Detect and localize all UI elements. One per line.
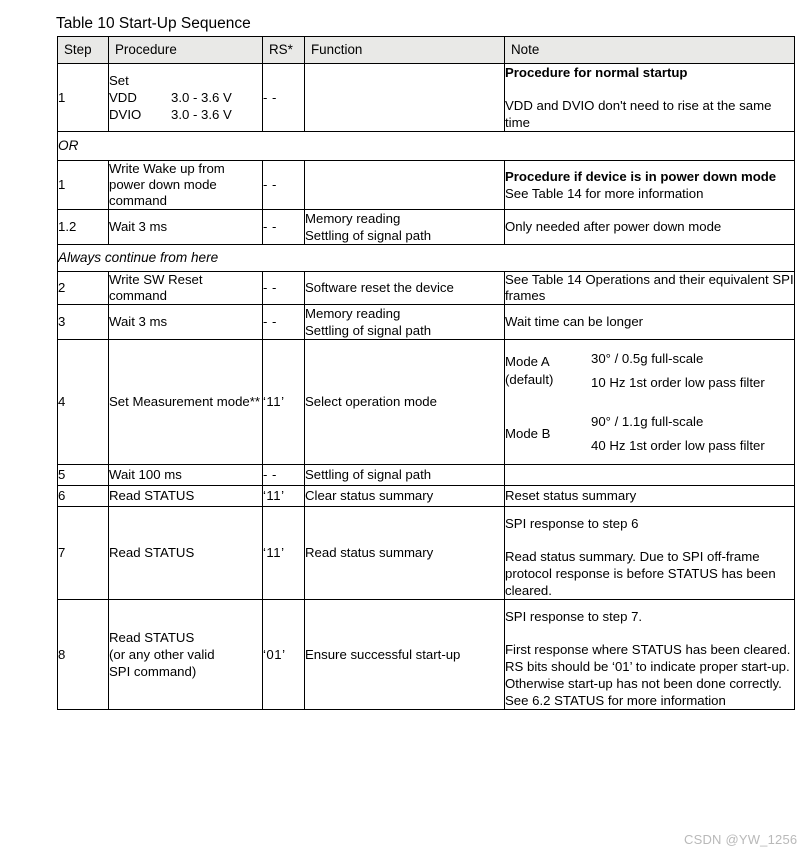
mode-a-description [591, 350, 794, 391]
mode-a-label [505, 350, 591, 391]
mode-b-filter: 40 Hz 1st order low pass filter [591, 437, 765, 453]
procedure-dvio-value: 3.0 - 3.6 V [171, 107, 232, 122]
table-row [58, 210, 795, 245]
separator-label-always: Always continue from here [58, 245, 795, 272]
cell-procedure: Wait 3 ms [109, 210, 263, 245]
note-title: Procedure for normal startup [505, 65, 688, 80]
cell-note: Wait time can be longer [505, 305, 795, 340]
cell-rs: - - [263, 305, 305, 340]
mode-a-fullscale: 30° / 0.5g full-scale [591, 351, 704, 366]
cell-function [305, 64, 505, 132]
cell-function: Clear status summary [305, 486, 505, 507]
note-body: See Table 14 for more information [505, 186, 704, 201]
function-line-1: Memory reading [305, 211, 401, 226]
mode-b-description [591, 413, 794, 454]
modes-middle-spacer [505, 391, 794, 413]
watermark: CSDN @YW_1256 [684, 832, 798, 847]
function-line-2: Settling of signal path [305, 228, 432, 243]
cell-rs: ‘01’ [263, 600, 305, 710]
mode-b-fullscale: 90° / 1.1g full-scale [591, 414, 704, 429]
cell-function [305, 210, 505, 245]
table-row [58, 305, 795, 340]
cell-procedure: Set Measurement mode** [109, 340, 263, 465]
cell-step: 7 [58, 507, 109, 600]
cell-rs: ‘11’ [263, 486, 305, 507]
cell-rs: - - [263, 272, 305, 305]
cell-step: 1.2 [58, 210, 109, 245]
cell-procedure: Read STATUS [109, 507, 263, 600]
procedure-vdd-key: VDD [109, 90, 137, 105]
cell-note [505, 340, 795, 465]
procedure-dvio-key: DVIO [109, 107, 142, 122]
separator-row-or [58, 132, 795, 161]
column-header-rs: RS* [263, 37, 305, 64]
mode-b-label [505, 413, 591, 454]
procedure-line-1: Read STATUS [109, 630, 195, 645]
procedure-line-3: SPI command) [109, 664, 197, 679]
note-title: Procedure if device is in power down mode [505, 169, 777, 184]
procedure-line-2: (or any other valid [109, 647, 215, 662]
cell-function [305, 161, 505, 210]
column-header-step: Step [58, 37, 109, 64]
modes-top-spacer [505, 340, 794, 350]
cell-procedure [109, 64, 263, 132]
function-line-2: Settling of signal path [305, 323, 432, 338]
cell-note: Only needed after power down mode [505, 210, 795, 245]
modes-bottom-spacer [505, 454, 794, 464]
procedure-vdd-value: 3.0 - 3.6 V [171, 90, 232, 105]
table-row [58, 161, 795, 210]
table-row [58, 600, 795, 710]
cell-function: Software reset the device [305, 272, 505, 305]
cell-procedure: Write SW Reset command [109, 272, 263, 305]
cell-procedure [109, 600, 263, 710]
mode-b-name: Mode B [505, 425, 551, 441]
cell-step: 1 [58, 161, 109, 210]
cell-function: Select operation mode [305, 340, 505, 465]
cell-function: Read status summary [305, 507, 505, 600]
cell-function: Ensure successful start-up [305, 600, 505, 710]
cell-note [505, 507, 795, 600]
cell-note [505, 465, 795, 486]
note-spacer [505, 81, 794, 97]
cell-rs: ‘11’ [263, 507, 305, 600]
cell-rs: - - [263, 465, 305, 486]
note-line-1: SPI response to step 6 [505, 516, 639, 531]
start-up-sequence-table [57, 36, 795, 710]
cell-rs: ‘11’ [263, 340, 305, 465]
note-spacer [505, 625, 794, 641]
table-row [58, 340, 795, 465]
mode-a-name: Mode A [505, 354, 550, 369]
table-row [58, 507, 795, 600]
cell-procedure: Read STATUS [109, 486, 263, 507]
cell-step: 4 [58, 340, 109, 465]
note-line-2: First response where STATUS has been cleared. RS bits should be ‘01’ to indicate proper start-up. Otherwise start-up has not been done correctly. See 6.2 STATUS for more information [505, 642, 791, 708]
operation-modes-table [505, 340, 794, 464]
cell-step: 6 [58, 486, 109, 507]
cell-function [305, 305, 505, 340]
cell-note [505, 161, 795, 210]
cell-procedure: Wait 3 ms [109, 305, 263, 340]
cell-note: See Table 14 Operations and their equivalent SPI frames [505, 272, 794, 303]
note-body: VDD and DVIO don't need to rise at the same time [505, 98, 772, 130]
mode-row-a [505, 350, 794, 391]
column-header-note: Note [505, 37, 795, 64]
cell-function: Settling of signal path [305, 465, 505, 486]
cell-step: 1 [58, 64, 109, 132]
separator-label-or: OR [58, 132, 795, 161]
table-row [58, 272, 795, 305]
cell-procedure: Wait 100 ms [109, 465, 263, 486]
table-row [58, 486, 795, 507]
table-caption: Table 10 Start-Up Sequence [56, 15, 251, 32]
cell-step: 5 [58, 465, 109, 486]
separator-row-always [58, 245, 795, 272]
cell-rs: - - [263, 64, 305, 132]
column-header-procedure: Procedure [109, 37, 263, 64]
cell-step: 3 [58, 305, 109, 340]
column-header-function: Function [305, 37, 505, 64]
cell-procedure: Write Wake up from power down mode command [109, 161, 263, 210]
procedure-set-label: Set [109, 73, 129, 88]
function-line-1: Memory reading [305, 306, 401, 321]
cell-note [505, 600, 795, 710]
cell-rs: - - [263, 161, 305, 210]
cell-step: 2 [58, 272, 109, 305]
mode-a-filter: 10 Hz 1st order low pass filter [591, 374, 765, 390]
cell-step: 8 [58, 600, 109, 710]
cell-rs: - - [263, 210, 305, 245]
mode-row-b [505, 413, 794, 454]
mode-a-default-note: (default) [505, 371, 554, 387]
table-row [58, 465, 795, 486]
note-line-1: SPI response to step 7. [505, 609, 643, 624]
note-spacer [505, 532, 794, 548]
cell-note: Reset status summary [505, 486, 795, 507]
table-row [58, 64, 795, 132]
table-header-row [58, 37, 795, 64]
note-line-2: Read status summary. Due to SPI off-frame protocol response is before STATUS has been cleared. [505, 549, 776, 598]
cell-note [505, 64, 795, 132]
